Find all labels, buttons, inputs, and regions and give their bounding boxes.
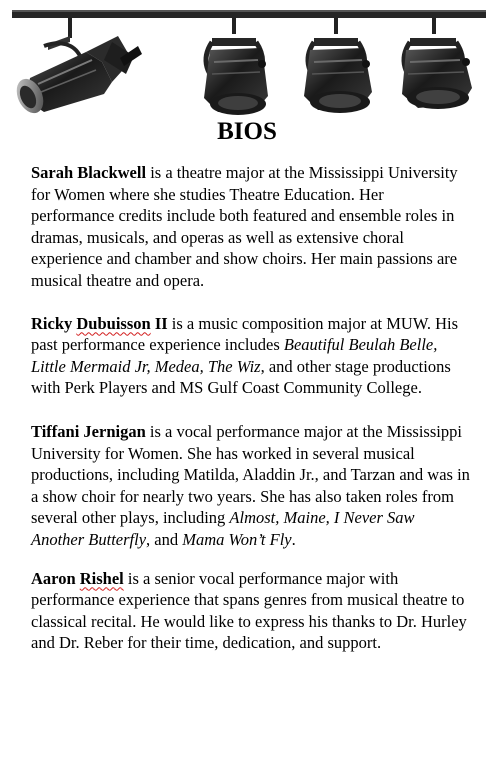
bio-credits: Beautiful Beulah Belle, Little Mermaid Jr, Medea, The Wiz — [31, 335, 438, 376]
bio-text: , and — [146, 529, 183, 549]
bio-name: Tiffani Jernigan — [31, 421, 146, 441]
bio-paragraph — [31, 162, 471, 292]
bio-text: is a vocal performance major at the Mississippi University for Women. She has worked in several musical productions, including Matilda, Aladdin Jr., and Tarzan and was in a show choir for nearly two years. She has also taken roles from several other plays, including — [31, 421, 470, 528]
stage-light-icon — [304, 18, 372, 113]
stage-light-icon — [402, 18, 472, 109]
spellcheck-flagged-word[interactable]: Dubuisson — [76, 313, 151, 333]
bio-text: . — [291, 529, 296, 549]
bio-credits: Almost, Maine, I Never Saw Another Butterfly — [31, 508, 415, 549]
bio-paragraph — [31, 421, 471, 551]
bio-name: Sarah Blackwell — [31, 163, 147, 182]
bio-name-first: Aaron — [31, 568, 80, 588]
bio-paragraph — [31, 313, 471, 399]
stage-light-icon — [12, 18, 142, 117]
bio-text: is a theatre major at the Mississippi University for Women where she studies Theatre Education. Her performance credits include both featured and ensemble roles in dramas, musicals, and operas as well as extensive choral experience and chamber and show choirs. Her main passions are musical theatre and opera. — [31, 163, 458, 290]
spellcheck-flagged-word[interactable]: Rishel — [79, 568, 124, 588]
bio-text: , and other stage productions with Perk Players and MS Gulf Coast Community College. — [31, 356, 451, 398]
bio-text: is a music composition major at MUW. His past performance experience includes — [31, 313, 459, 355]
bio-name-first: Ricky — [31, 313, 77, 333]
bio-name — [31, 569, 124, 588]
bio-credits: Mama Won’t Fly — [182, 529, 292, 549]
stage-light-icon — [204, 18, 268, 115]
bio-paragraph — [31, 568, 471, 654]
page-title: BIOS — [217, 118, 277, 145]
bio-text: is a senior vocal performance major with performance experience that spans genres from musical theatre to classical recital. He would like to express his thanks to Dr. Hurley and Dr. Reber for their time, dedication, and support. — [31, 568, 467, 653]
stage-lights-banner — [0, 0, 494, 125]
bio-name-suffix: II — [150, 313, 168, 333]
bios-section — [31, 162, 471, 654]
bio-name — [31, 314, 168, 333]
